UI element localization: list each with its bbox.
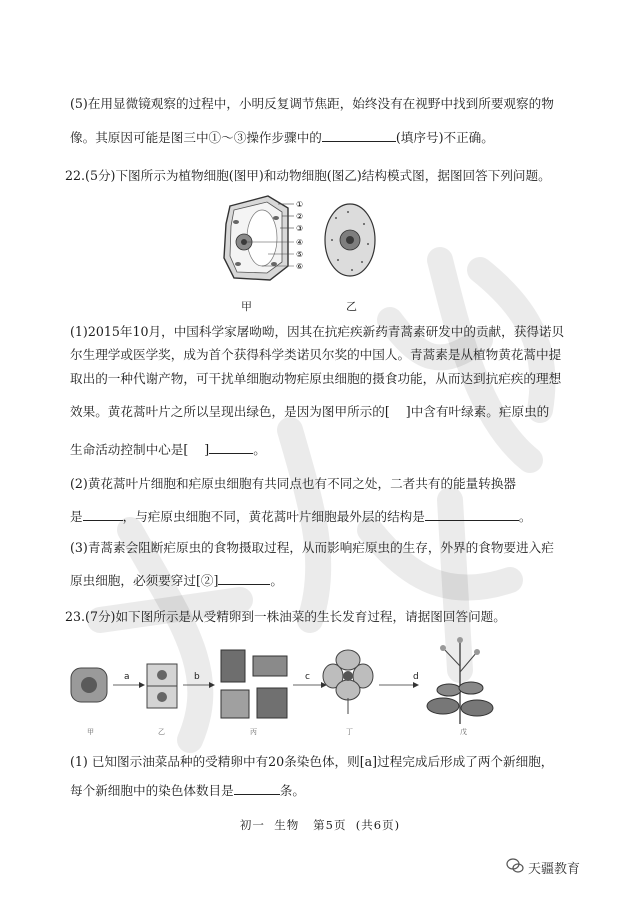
marker-2: ② (296, 212, 304, 221)
q22-answer-blank-5[interactable] (218, 570, 270, 585)
stage-label-4: 丁 (346, 728, 353, 736)
tissues-figure (221, 650, 287, 718)
q22-answer-bracket-1[interactable]: [ ] (384, 404, 411, 419)
q21-part5-line1: (5)在用显微镜观察的过程中，小明反复调节焦距，始终没有在视野中找到所要观察的物 (70, 96, 554, 111)
q22-p2-line2-text-a: 是 (70, 509, 83, 524)
q23-p1-line2-text-a: 每个新细胞中的染色体数目是 (70, 783, 234, 798)
animal-cell (325, 204, 375, 276)
stage-label-3: 丙 (250, 728, 257, 736)
growth-diagram (65, 636, 515, 736)
q23-p1-line2-text-b: 条。 (279, 783, 305, 798)
arrow-label-b: b (194, 672, 200, 682)
label-plant-cell: 甲 (241, 300, 252, 313)
rapeseed-plant-figure (427, 637, 493, 724)
q22-answer-blank-4[interactable] (425, 506, 519, 521)
q22-p2-line2-text-b: ，与疟原虫细胞不同，黄花蒿叶片细胞最外层的结构是 (122, 509, 425, 524)
q22-p2-line2-end: 。 (518, 509, 532, 524)
stage-label-5: 戊 (460, 728, 467, 736)
q22-p1-line5-text-a: 生命活动控制中心是 (70, 442, 184, 457)
plant-cell (224, 196, 288, 280)
arrow-label-a: a (124, 672, 130, 682)
q22-p1-line4 (70, 402, 590, 422)
stage-label-2: 乙 (158, 728, 165, 736)
q22-p2-line1: (2)黄花蒿叶片细胞和疟原虫细胞有共同点也有不同之处，二者共有的能量转换器 (70, 476, 517, 491)
q22-header: 22.(5分)下图所示为植物细胞(图甲)和动物细胞(图乙)结构模式图，据图回答下列问题。 (65, 168, 551, 183)
q22-p1-line4-text-b: 中含有叶绿素。疟原虫的 (410, 404, 550, 419)
flower-figure (323, 650, 373, 714)
q22-p1-line4-text-a: 效果。黄花蒿叶片之所以呈现出绿色，是因为图甲所示的 (70, 404, 385, 419)
q23-p1-line1: (1) 已知图示油菜品种的受精卵中有20条染色体，则[a]过程完成后形成了两个新细胞， (70, 754, 554, 769)
q22-p2-line2 (70, 506, 590, 527)
q21-part5-text-b: (填序号)不正确。 (395, 130, 494, 145)
q22-p1-line5-end: 。 (253, 442, 266, 457)
brand-name: 天疆教育 (528, 862, 581, 877)
marker-3: ③ (296, 224, 304, 233)
page-footer: 初一 生物 第5页 (共6页) (239, 818, 401, 832)
stage-label-1: 甲 (87, 728, 94, 736)
marker-6: ⑥ (296, 262, 304, 271)
zygote-figure (71, 668, 107, 702)
wechat-icon (506, 857, 524, 875)
q22-answer-bracket-2[interactable]: [ ] (183, 442, 210, 457)
q22-p3-line2-text-a: 原虫细胞，必须要穿过 (70, 573, 196, 588)
two-cells-figure (147, 664, 177, 708)
q23-answer-blank[interactable] (234, 780, 280, 795)
q21-part5-line2 (70, 127, 590, 148)
arrow-label-d: d (413, 672, 419, 682)
q22-answer-blank-3[interactable] (83, 506, 123, 521)
label-animal-cell: 乙 (346, 300, 357, 313)
q22-answer-blank-2[interactable] (209, 439, 253, 454)
q21-part5-text-a: 像。其原因可能是图三中①～③操作步骤中的 (70, 130, 322, 145)
marker-1: ① (296, 200, 304, 209)
q22-p1-line3: 取出的一种代谢产物，可干扰单细胞动物疟原虫细胞的摄食功能，从而达到抗疟疾的理想 (70, 371, 562, 386)
q22-p1-line2: 尔生理学或医学奖，成为首个获得科学类诺贝尔奖的中国人。青蒿素是从植物黄花蒿中提 (70, 347, 562, 362)
marker-5: ⑤ (296, 250, 304, 259)
q22-p3-line2-end: 。 (270, 573, 283, 588)
arrow-label-c: c (305, 672, 310, 682)
q22-p1-line1: (1)2015年10月，中国科学家屠呦呦，因其在抗疟疾新药青蒿素研发中的贡献，获得诺贝 (70, 324, 565, 339)
brand-logo (506, 857, 524, 875)
q21-answer-blank[interactable] (322, 127, 396, 142)
q22-p3-bracket: [②] (195, 573, 219, 588)
q23-p1-line2 (70, 780, 590, 801)
q23-header: 23.(7分)如下图所示是从受精卵到一株油菜的生长发育过程，请据图回答问题。 (65, 609, 506, 624)
cell-diagram (218, 194, 378, 294)
marker-4: ④ (296, 238, 304, 247)
q22-p3-line2 (70, 570, 590, 591)
q22-p1-line5 (70, 439, 590, 460)
q22-p3-line1: (3)青蒿素会阻断疟原虫的食物摄取过程，从而影响疟原虫的生存，外界的食物要进入疟 (70, 540, 554, 555)
